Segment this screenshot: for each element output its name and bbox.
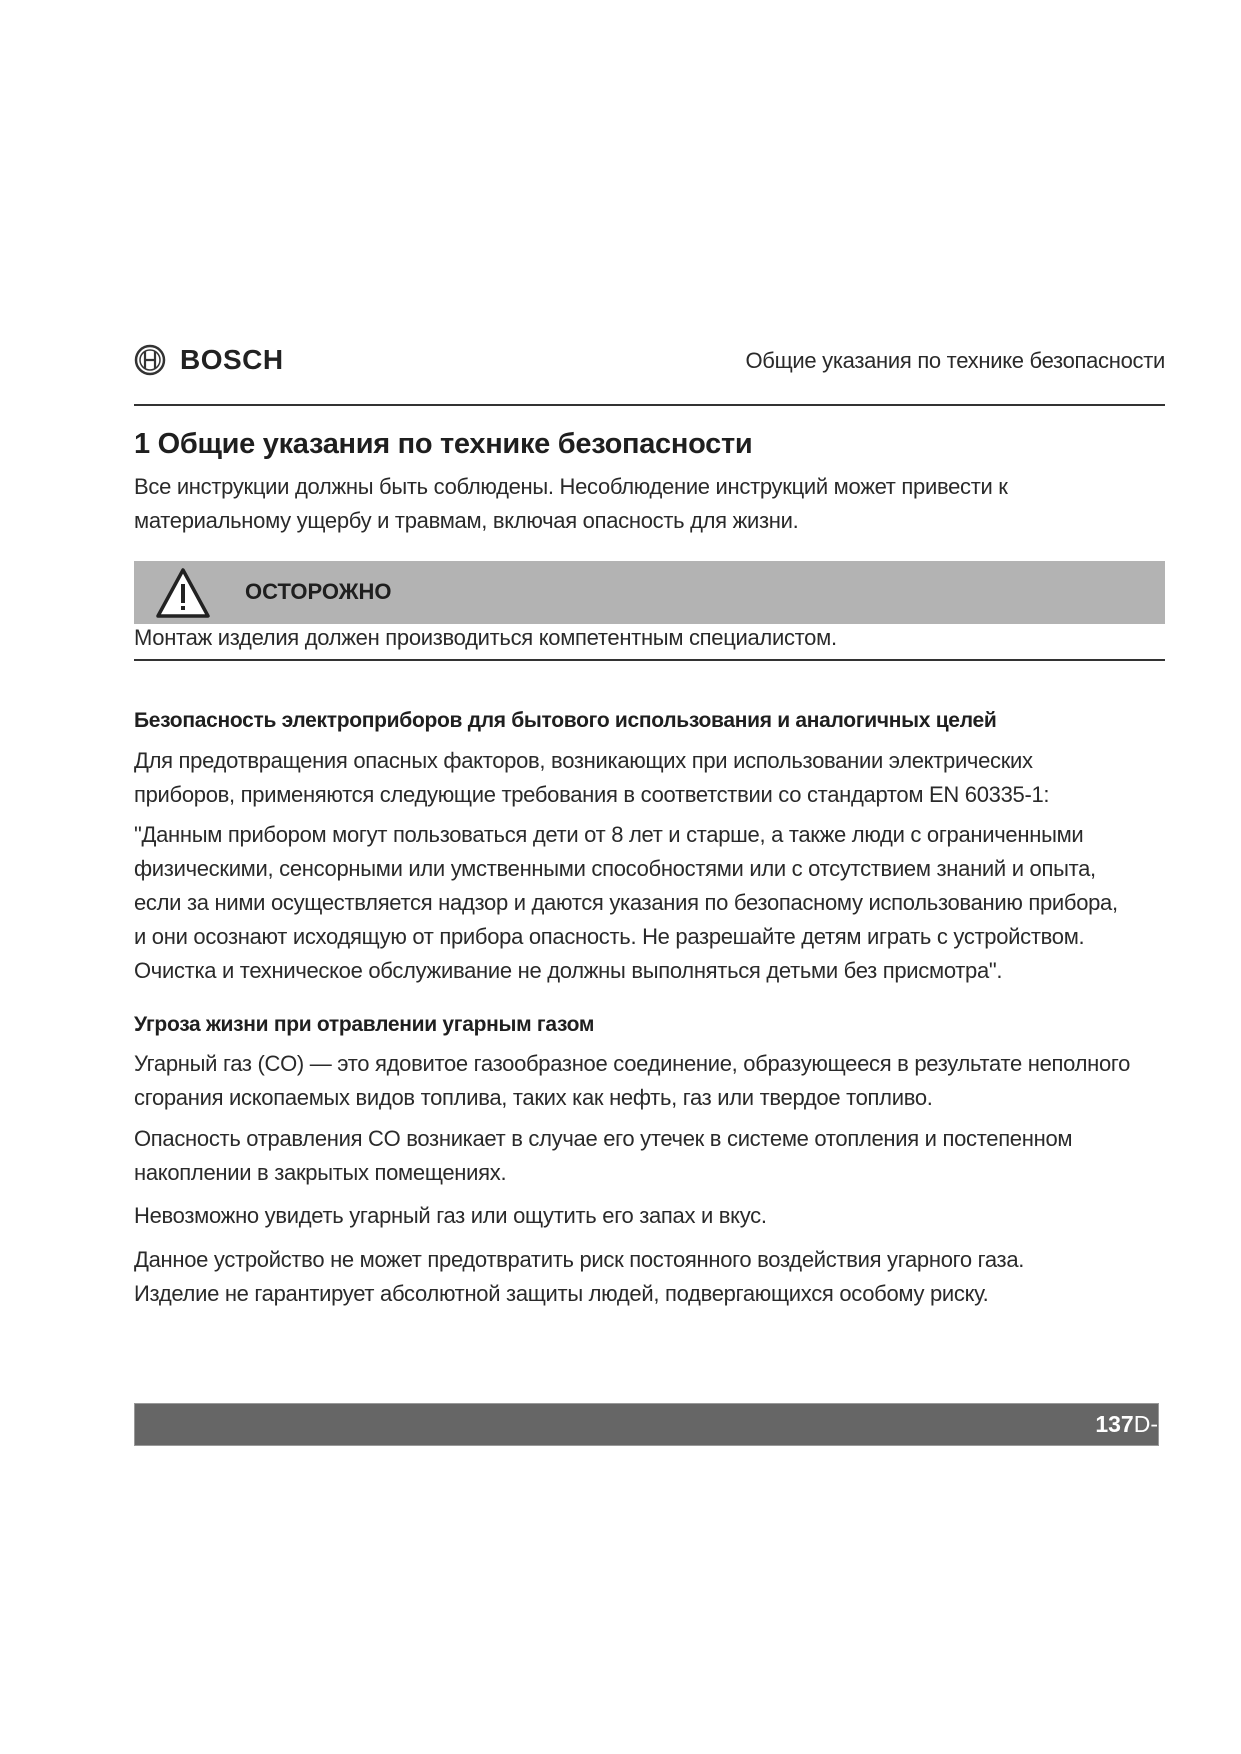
paragraph [134,1199,1174,1233]
warning-text: Монтаж изделия должен производиться компетентным специалистом. [134,625,837,650]
footer-bar [134,1403,1159,1446]
warning-box [134,561,1165,624]
text-line: Все инструкции должны быть соблюдены. Несоблюдение инструкций может привести к [134,474,1008,499]
text-line: Изделие не гарантирует абсолютной защиты людей, подвергающихся особому риску. [134,1281,989,1306]
brand-name: BOSCH [180,344,284,375]
subheading-co-poisoning: Угроза жизни при отравлении угарным газом [134,1013,595,1036]
bosch-logo [134,344,284,376]
text-line: Данное устройство не может предотвратить риск постоянного воздействия угарного газа. [134,1247,1025,1272]
warning-triangle-icon [154,566,212,620]
page-number: 137 [1095,1411,1134,1437]
text-line: приборов, применяются следующие требования в соответствии со стандартом EN 60335-1: [134,782,1050,807]
quote-paragraph [134,818,1174,988]
text-line: сгорания ископаемых видов топлива, таких как нефть, газ или твердое топливо. [134,1085,933,1110]
paragraph [134,1122,1174,1190]
subheading-electrical-safety: Безопасность электроприборов для бытового использования и аналогичных целей [134,709,997,732]
text-line: материальному ущербу и травмам, включая опасность для жизни. [134,508,799,533]
text-line: физическими, сенсорными или умственными способностями или с отсутствием знаний и опыта, [134,856,1096,881]
paragraph [134,744,1174,812]
warning-rule [134,659,1165,661]
text-line: Очистка и техническое обслуживание не должны выполняться детьми без присмотра". [134,958,1003,983]
text-line: накоплении в закрытых помещениях. [134,1160,507,1185]
page-title: 1 Общие указания по технике безопасности [134,428,753,460]
header-rule [134,404,1165,406]
intro-paragraph [134,470,1174,538]
text-line: Угарный газ (CO) — это ядовитое газообразное соединение, образующееся в результате неполного [134,1051,1131,1076]
text-line: Невозможно увидеть угарный газ или ощутить его запах и вкус. [134,1203,767,1228]
bosch-armature-icon [134,344,166,376]
text-line: Опасность отравления CO возникает в случае его утечек в системе отопления и постепенном [134,1126,1073,1151]
warning-label: ОСТОРОЖНО [245,579,392,604]
text-line: и они осознают исходящую от прибора опасность. Не разрешайте детям играть с устройством. [134,924,1085,949]
text-line: если за ними осуществляется надзор и даются указания по безопасному использованию прибора, [134,890,1118,915]
text-line: Для предотвращения опасных факторов, возникающих при использовании электрических [134,748,1033,773]
paragraph [134,1047,1174,1115]
page-number-label [1095,1411,1158,1438]
running-title: Общие указания по технике безопасности [745,348,1165,373]
text-line: "Данным прибором могут пользоваться дети от 8 лет и старше, а также люди с ограниченными [134,822,1084,847]
paragraph [134,1243,1174,1311]
page-suffix: D- [1133,1411,1158,1437]
